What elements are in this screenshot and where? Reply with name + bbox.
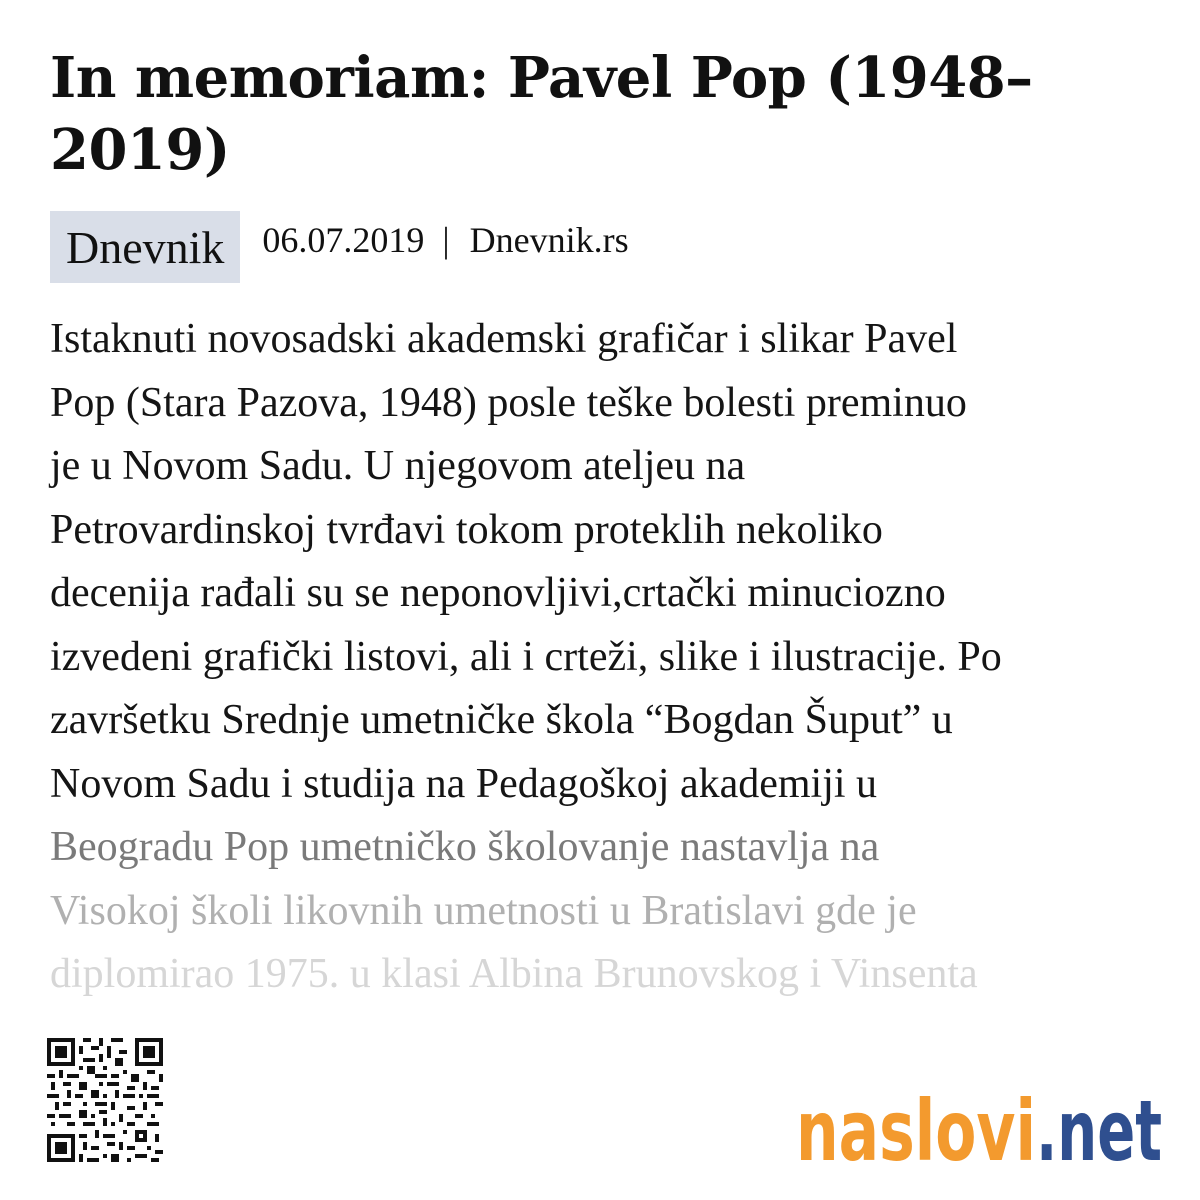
source-site[interactable]: Dnevnik.rs [469,220,629,260]
article-meta [50,211,629,283]
body-line-faded: Beogradu Pop umetničko školovanje nastavlja na [50,824,880,870]
logo-part-naslovi: naslovi [796,1082,1036,1166]
body-line: izvedeni grafički listovi, ali i crteži, slike i ilustracije. Po [50,633,1002,680]
source-badge[interactable]: Dnevnik [50,211,240,283]
meta-separator: | [442,220,450,260]
logo-part-net: .net [1036,1082,1162,1166]
body-line: Petrovardinskoj tvrđavi tokom proteklih nekoliko [50,506,883,553]
body-line: završetku Srednje umetničke škola “Bogdan Šuput” u [50,697,953,743]
body-line-faded: diplomirao 1975. u klasi Albina Brunovskog i Vinsenta [50,951,978,997]
naslovi-net-logo[interactable] [796,1066,1166,1166]
body-line: Pop (Stara Pazova, 1948) posle teške bolesti preminuo [50,379,967,426]
body-line: Istaknuti novosadski akademski grafičar i slikar Pavel [50,316,958,362]
body-line-faded: Visokoj školi likovnih umetnosti u Bratislavi gde je [50,887,917,934]
article-body [50,308,1170,1007]
article-title: In memoriam: Pavel Pop (1948–2019) [50,45,1033,183]
body-line: Novom Sadu i studija na Pedagoškoj akademiji u [50,760,878,807]
body-line: decenija rađali su se neponovljivi,crtački minuciozno [50,570,946,616]
publish-date: 06.07.2019 [262,220,425,260]
qr-code-icon[interactable] [46,1038,164,1162]
meta-info [262,219,628,261]
body-line: je u Novom Sadu. U njegovom ateljeu na [50,443,746,489]
